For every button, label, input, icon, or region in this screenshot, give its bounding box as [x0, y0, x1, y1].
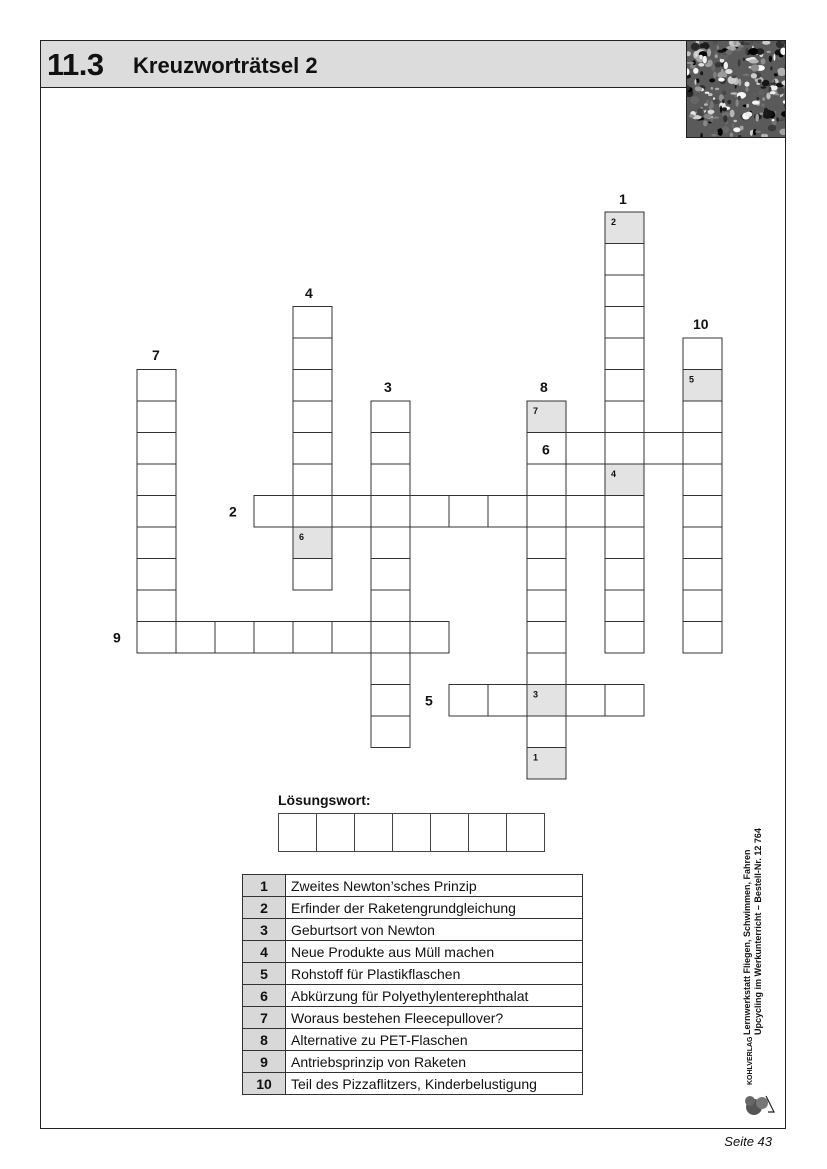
solution-box[interactable]	[392, 813, 431, 852]
clue-row	[243, 941, 583, 963]
crossword-cell[interactable]	[371, 559, 410, 591]
crossword-cell[interactable]	[371, 622, 410, 654]
solution-marker: 1	[533, 752, 539, 763]
clue-row	[243, 963, 583, 985]
clue-label-10: 10	[693, 316, 709, 332]
crossword-cell[interactable]	[137, 622, 176, 654]
crossword-cell[interactable]	[605, 527, 644, 559]
crossword-cell[interactable]	[137, 401, 176, 433]
solution-box[interactable]	[430, 813, 469, 852]
crossword-cell[interactable]	[605, 401, 644, 433]
imprint-line-2: Upcycling im Werkunterricht – Bestell-Nr. 12 764	[753, 828, 763, 1035]
clue-text: Neue Produkte aus Müll machen	[286, 941, 583, 963]
clue-number: 6	[243, 985, 286, 1007]
clue-text: Teil des Pizzaflitzers, Kinderbelustigung	[286, 1073, 583, 1095]
clue-number: 3	[243, 919, 286, 941]
clue-text: Zweites Newton’sches Prinzip	[286, 875, 583, 897]
solution-label: Lösungswort:	[278, 792, 371, 808]
clue-text: Antriebsprinzip von Raketen	[286, 1051, 583, 1073]
solution-marker: 5	[689, 374, 695, 385]
crossword-cell[interactable]	[410, 496, 449, 528]
publisher-name: KOHLVERLAG	[747, 1036, 754, 1085]
clue-text: Rohstoff für Plastikflaschen	[286, 963, 583, 985]
clue-number: 4	[243, 941, 286, 963]
crossword-cell[interactable]	[527, 653, 566, 685]
crossword-cell[interactable]	[137, 370, 176, 402]
crossword-cell[interactable]	[137, 464, 176, 496]
clue-number: 9	[243, 1051, 286, 1073]
clue-row	[243, 919, 583, 941]
crossword-cell[interactable]	[293, 433, 332, 465]
crossword-cell[interactable]	[605, 244, 644, 276]
clue-row	[243, 897, 583, 919]
crossword-cell[interactable]	[371, 464, 410, 496]
crossword-cell[interactable]	[527, 590, 566, 622]
clue-number: 8	[243, 1029, 286, 1051]
clue-number: 5	[243, 963, 286, 985]
crossword-cell[interactable]	[293, 307, 332, 339]
clue-row	[243, 1029, 583, 1051]
crossword-cell[interactable]	[683, 433, 722, 465]
crossword-cell[interactable]	[644, 433, 683, 465]
clue-text: Geburtsort von Newton	[286, 919, 583, 941]
sidebar-imprint	[742, 795, 764, 1035]
crossword-cell[interactable]	[683, 496, 722, 528]
crossword-cell[interactable]	[371, 653, 410, 685]
crossword-cell[interactable]	[371, 716, 410, 748]
crossword-cell[interactable]	[527, 496, 566, 528]
crossword-cell[interactable]	[293, 559, 332, 591]
clue-label-3: 3	[384, 379, 392, 395]
crossword-cell[interactable]	[683, 559, 722, 591]
clue-text: Erfinder der Raketengrundgleichung	[286, 897, 583, 919]
imprint-line-1: Lernwerkstatt Fliegen, Schwimmen, Fahren	[742, 849, 752, 1035]
clue-text: Alternative zu PET-Flaschen	[286, 1029, 583, 1051]
crossword-cell[interactable]	[371, 401, 410, 433]
solution-box[interactable]	[468, 813, 507, 852]
solution-box[interactable]	[354, 813, 393, 852]
crossword-cell[interactable]	[332, 622, 371, 654]
crossword-cell[interactable]	[293, 401, 332, 433]
section-number: 11.3	[47, 47, 104, 82]
clue-row	[243, 875, 583, 897]
crossword-cell[interactable]	[605, 590, 644, 622]
crossword-cell[interactable]	[683, 464, 722, 496]
crossword-cell[interactable]	[683, 401, 722, 433]
clue-row	[243, 1073, 583, 1095]
crossword-cell[interactable]	[566, 433, 605, 465]
crossword-cell[interactable]	[605, 307, 644, 339]
crossword-cell[interactable]	[293, 370, 332, 402]
crossword-cell[interactable]	[683, 622, 722, 654]
solution-box[interactable]	[278, 813, 317, 852]
crossword-cell[interactable]	[605, 433, 644, 465]
crossword-cell[interactable]	[605, 370, 644, 402]
crossword-cell[interactable]	[254, 496, 293, 528]
crossword-cell[interactable]	[137, 590, 176, 622]
clue-number: 1	[243, 875, 286, 897]
clue-label-7: 7	[152, 347, 160, 363]
publisher-logo	[742, 1090, 782, 1125]
crossword-cell[interactable]	[605, 622, 644, 654]
page-title: Kreuzworträtsel 2	[133, 53, 318, 78]
crossword-cell[interactable]	[683, 338, 722, 370]
clue-number: 10	[243, 1073, 286, 1095]
clue-text: Abkürzung für Polyethylenterephthalat	[286, 985, 583, 1007]
crossword-cell[interactable]	[527, 527, 566, 559]
clue-text: Woraus bestehen Fleecepullover?	[286, 1007, 583, 1029]
crossword-cell[interactable]	[371, 496, 410, 528]
solution-marker: 2	[611, 217, 617, 227]
clue-row	[243, 1051, 583, 1073]
crossword-cell[interactable]	[371, 590, 410, 622]
solution-boxes	[278, 813, 545, 852]
solution-box[interactable]	[506, 813, 545, 852]
crossword-cell[interactable]	[215, 622, 254, 654]
crossword-cell[interactable]	[566, 685, 605, 717]
solution-marker: 6	[299, 532, 305, 542]
clue-label-4: 4	[305, 285, 313, 301]
clue-table	[242, 874, 583, 1095]
solution-marker: 4	[611, 469, 617, 479]
crossword-cell[interactable]	[137, 496, 176, 528]
crossword-cell[interactable]	[605, 559, 644, 591]
clue-label-9: 9	[113, 629, 121, 646]
crossword-cell[interactable]	[605, 496, 644, 528]
solution-box[interactable]	[316, 813, 355, 852]
crossword-cell[interactable]	[605, 275, 644, 307]
crossword-cell[interactable]	[488, 496, 527, 528]
page-number: Seite 43	[724, 1134, 772, 1149]
crossword-cell[interactable]	[137, 433, 176, 465]
clue-label-5: 5	[425, 692, 433, 709]
crossword-cell[interactable]	[293, 496, 332, 528]
crossword-cell[interactable]	[449, 685, 488, 717]
crossword-cell[interactable]	[176, 622, 215, 654]
crossword-cell[interactable]	[137, 527, 176, 559]
crossword-cell[interactable]	[449, 496, 488, 528]
crossword-cell[interactable]	[254, 622, 293, 654]
crossword-cell[interactable]	[488, 685, 527, 717]
crossword-cell[interactable]	[293, 338, 332, 370]
clue-label-2: 2	[229, 503, 237, 520]
crossword-cell[interactable]	[566, 496, 605, 528]
clue-number: 2	[243, 897, 286, 919]
solution-marker: 3	[533, 689, 539, 700]
crossword-cell[interactable]	[410, 622, 449, 654]
clue-label-6: 6	[542, 441, 550, 458]
crossword-cell[interactable]	[371, 527, 410, 559]
crossword-cell[interactable]	[683, 527, 722, 559]
crossword-cell[interactable]	[605, 338, 644, 370]
crossword-cell[interactable]	[527, 716, 566, 748]
crossword-cell[interactable]	[527, 622, 566, 654]
crossword-cell[interactable]	[137, 559, 176, 591]
clue-number: 7	[243, 1007, 286, 1029]
crossword-cell[interactable]	[293, 622, 332, 654]
crossword-cell[interactable]	[371, 433, 410, 465]
solution-marker: 7	[533, 406, 539, 416]
crossword-cell[interactable]	[683, 590, 722, 622]
crossword-cell[interactable]	[527, 559, 566, 591]
clue-label-8: 8	[540, 379, 548, 395]
crossword-cell[interactable]	[527, 464, 566, 496]
clue-row	[243, 1007, 583, 1029]
clue-label-1: 1	[619, 191, 627, 207]
crossword-cell[interactable]	[605, 685, 644, 717]
clue-row	[243, 985, 583, 1007]
crossword-cell[interactable]	[371, 685, 410, 717]
crossword-cell[interactable]	[293, 464, 332, 496]
crossword-cell[interactable]	[332, 496, 371, 528]
